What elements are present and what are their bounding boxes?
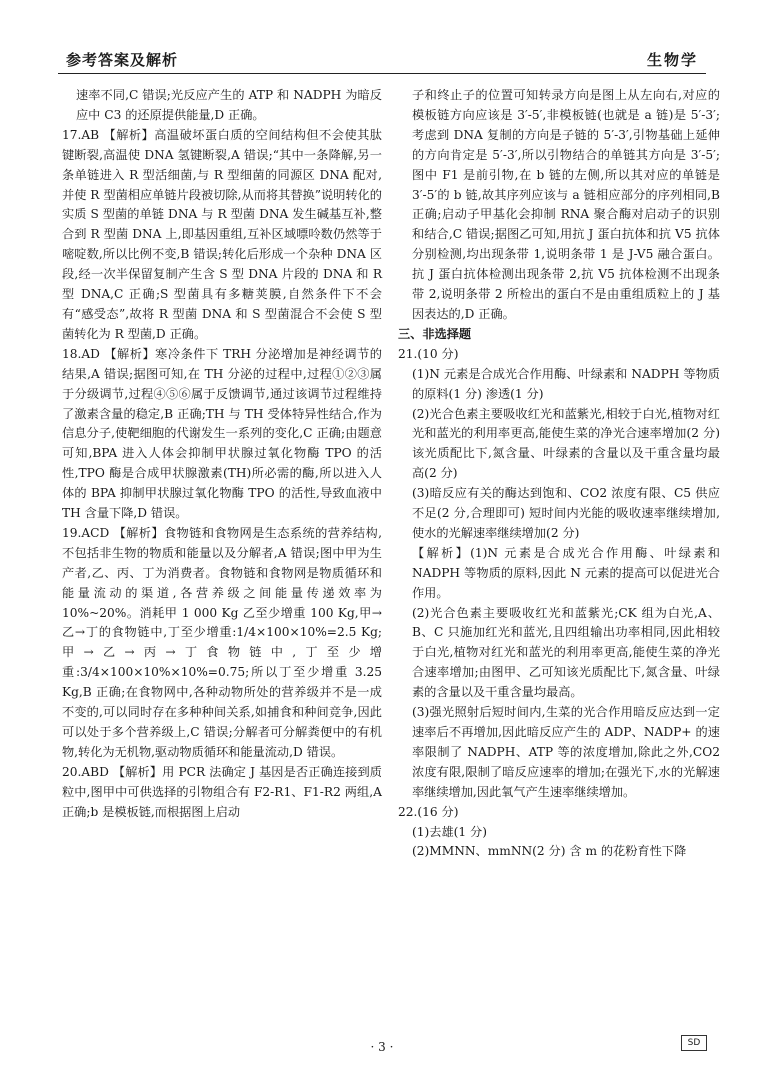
paragraph: (3)暗反应有关的酶达到饱和、CO2 浓度有限、C5 供应不足(2 分,合理即可) 短时间内光能的吸收速率继续增加,使水的光解速率继续增加(2 分) — [412, 486, 720, 540]
paragraph: 18.AD 【解析】寒冷条件下 TRH 分泌增加是神经调节的结果,A 错误;据图可知,在 TH 分泌的过程中,过程①②③属于分级调节,过程④⑤⑥属于反馈调节,通过该调节过程维持了激素含量的稳定,B 正确;TH 与 TH 受体特异性结合,作为信息分子,使靶细胞的代谢发生一系列的变化,C 正确;由题意可知,BPA 进入人体会抑制甲状腺过氧化物酶 TPO 的活性,TPO 酶是合成甲状腺激素(TH)所必需的酶,所以进入人体的 BPA 抑制甲状腺过氧化物酶 TPO 的活性,导致血液中 TH 含量下降,D 错误。 — [62, 346, 382, 521]
paragraph: (1)N 元素是合成光合作用酶、叶绿素和 NADPH 等物质的原料(1 分) 渗透(1 分) — [412, 366, 720, 401]
paragraph: (1)去雄(1 分) — [412, 824, 487, 839]
paragraph: 【解析】(1)N 元素是合成光合作用酶、叶绿素和 NADPH 等物质的原料,因此 N 元素的提高可以促进光合作用。 — [412, 545, 720, 600]
paragraph: 三、非选择题 — [398, 326, 472, 341]
page-header — [58, 47, 706, 74]
paragraph: 21.(10 分) — [398, 346, 459, 361]
paragraph: 22.(16 分) — [398, 804, 459, 819]
edition-badge: SD — [681, 1035, 707, 1051]
paragraph: (2)光合色素主要吸收红光和蓝紫光;CK 组为白光,A、B、C 只施加红光和蓝光,且四组输出功率相同,因此相较于白光,植物对红光和蓝光的利用率更高,能使生菜的净光合速率增加;由图甲、乙可知该光质配比下,氮含量、叶绿素的含量以及干重含量均最高。 — [412, 605, 720, 700]
paragraph: 20.ABD 【解析】用 PCR 法确定 J 基因是否正确连接到质粒中,图甲中可供选择的引物组合有 F2-R1、F1-R2 两组,A 正确;b 是模板链,而根据图上启动 — [62, 764, 382, 819]
header-subject: 生物学 — [646, 51, 698, 69]
paragraph: (3)强光照射后短时间内,生菜的光合作用暗反应达到一定速率后不再增加,因此暗反应产生的 ADP、NADP+ 的速率限制了 NADPH、ATP 等的浓度增加,除此之外,CO2 浓度有限,限制了暗反应速率的增加;在强光下,水的光解速率继续增加,因此氧气产生速率继续增加。 — [412, 705, 720, 799]
left-column — [62, 86, 382, 823]
page-number: · 3 · — [370, 1040, 394, 1054]
paragraph: (2)MMNN、mmNN(2 分) 含 m 的花粉育性下降 — [412, 844, 687, 859]
header-title: 参考答案及解析 — [66, 51, 179, 69]
paragraph: 子和终止子的位置可知转录方向是图上从左向右,对应的模板链方向应该是 3′-5′,非模板链(也就是 a 链)是 5′-3′;考虑到 DNA 复制的方向是子链的 5′-3′,引物基础上延伸的方向肯定是 5′-3′,所以引物结合的单链其方向是 3′-5′;图中 F1 是前引物,在 b 链的左侧,所以其对应的单链是 3′-5′的 b 链,故其序列应该与 a 链相应部分的序列相同,B 正确;启动子甲基化会抑制 RNA 聚合酶对启动子的识别和结合,C 错误;据图乙可知,用抗 J 蛋白抗体和抗 V5 抗体分别检测,均出现条带 1,说明条带 1 是 J-V5 融合蛋白。抗 J 蛋白抗体检测出现条带 2,抗 V5 抗体检测不出现条带 2,说明条带 2 所检出的蛋白不是由重组质粒上的 J 基因表达的,D 正确。 — [412, 88, 720, 321]
paragraph: 19.ACD 【解析】食物链和食物网是生态系统的营养结构,不包括非生物的物质和能量以及分解者,A 错误;图中甲为生产者,乙、丙、丁为消费者。食物链和食物网是物质循环和能量流动的渠道,各营养级之间能量传递效率为 10%~20%。消耗甲 1 000 Kg 乙至少增重 100 Kg,甲→乙→丁的食物链中,丁至少增重:1/4×100×10%=2.5 Kg;甲→乙→丙→丁食物链中,丁至少增重:3/4×100×10%×10%=0.75;所以丁至少增重 3.25 Kg,B 正确;在食物网中,各种动物所处的营养级并不是一成不变的,可以同时存在多种种间关系,如捕食和种间竞争,因此可以处于多个营养级上,C 错误;分解者可分解粪便中的有机物,转化为无机物,驱动物质循环和能量流动,D 错误。 — [62, 525, 382, 759]
paragraph: 17.AB 【解析】高温破坏蛋白质的空间结构但不会使其肽键断裂,高温使 DNA 氢键断裂,A 错误;“其中一条降解,另一条单链进入 R 型活细菌,与 R 型细菌的同源区 DNA 配对,并使 R 型菌相应单链片段被切除,从而将其替换”说明转化的实质 S 型菌的单链 DNA 与 R 型菌 DNA 发生碱基互补,整合到 R 型菌 DNA 上,即基因重组,互补区域嘌呤数仍然等于嘧啶数,所以比例不变,B 错误;转化后形成一个杂种 DNA 区段,经一次半保留复制产生含 S 型 DNA 片段的 DNA 和 R 型 DNA,C 正确;S 型菌具有多糖荚膜,自然条件下不会有“感受态”,故将 R 型菌 DNA 和 S 型菌混合不会使 S 型菌转化为 R 型菌,D 正确。 — [62, 127, 382, 341]
paragraph: 速率不同,C 错误;光反应产生的 ATP 和 NADPH 为暗反应中 C3 的还原提供能量,D 正确。 — [76, 88, 382, 122]
paragraph: (2)光合色素主要吸收红光和蓝紫光,相较于白光,植物对红光和蓝光的利用率更高,能使生菜的净光合速率增加(2 分) 该光质配比下,氮含量、叶绿素的含量以及干重含量均最高(2 分) — [412, 406, 720, 481]
right-column — [398, 86, 720, 862]
